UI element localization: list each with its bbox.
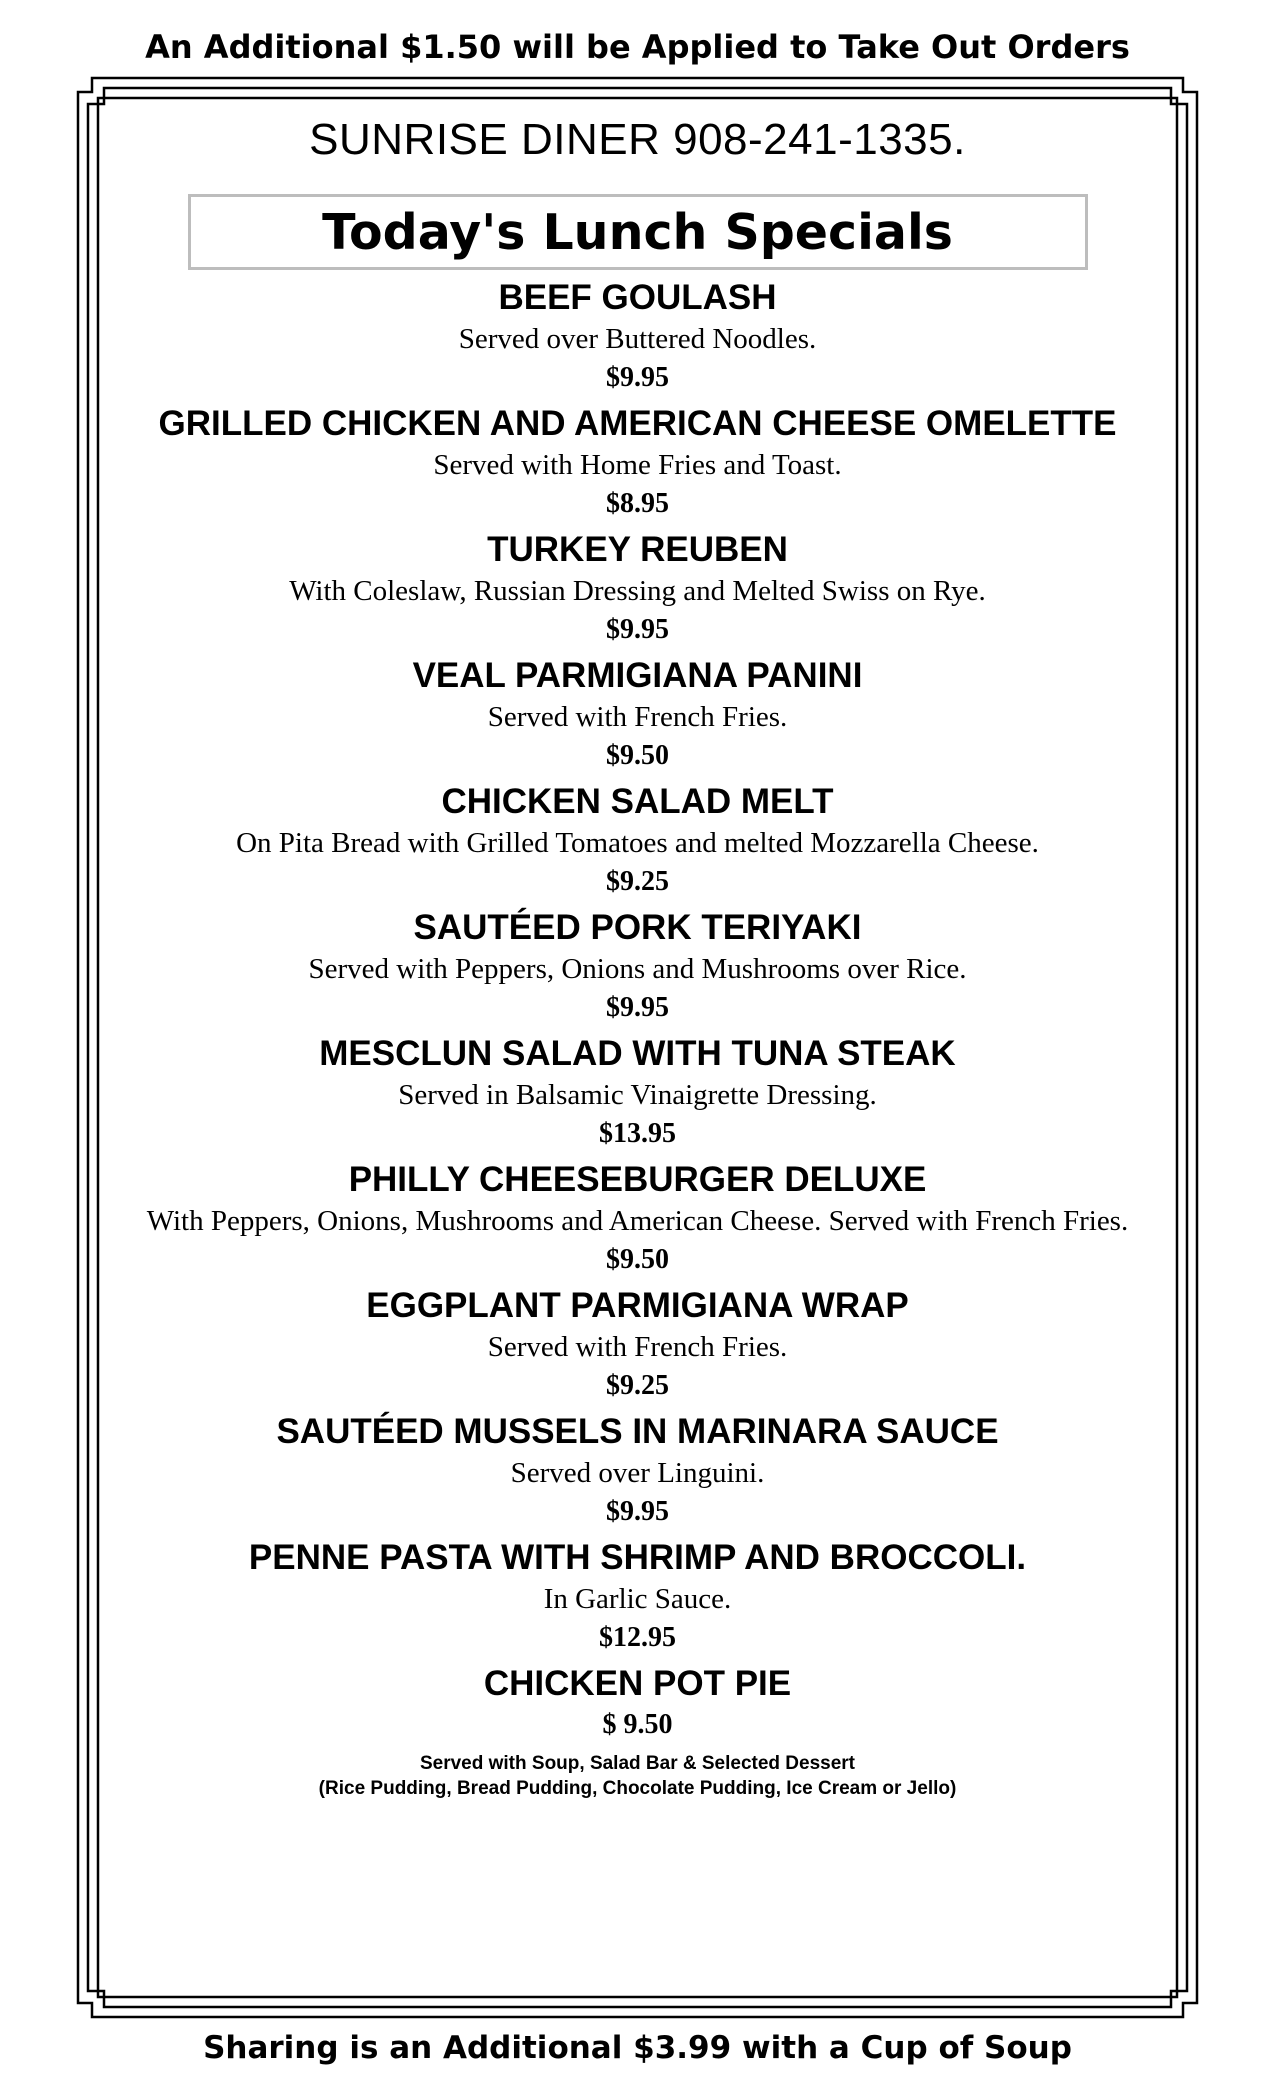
menu-item-name: SAUTÉED PORK TERIYAKI [413,908,862,947]
menu-item [130,276,1145,396]
menu-item-name: GRILLED CHICKEN AND AMERICAN CHEESE OMELETTE [158,404,1117,443]
menu-item [130,906,1145,1026]
menu-item [130,1032,1145,1152]
menu-item [130,1158,1145,1278]
menu-item-name: CHICKEN SALAD MELT [441,782,834,821]
menu-item-price: $9.50 [606,740,669,771]
restaurant-name-phone: SUNRISE DINER 908-241-1335. [309,115,966,164]
menu-item [130,780,1145,900]
menu-content [130,108,1145,1801]
menu-item [130,528,1145,648]
menu-item [130,1536,1145,1656]
menu-item [130,402,1145,522]
menu-item-description: Served in Balsamic Vinaigrette Dressing. [398,1079,877,1111]
specials-list [130,276,1145,1743]
specials-title-box [188,194,1088,270]
takeout-surcharge-note: An Additional $1.50 will be Applied to Take Out Orders [145,28,1130,66]
menu-item-description: With Peppers, Onions, Mushrooms and American Cheese. Served with French Fries. [146,1205,1129,1237]
menu-item-name: CHICKEN POT PIE [483,1664,792,1703]
menu-item-description: In Garlic Sauce. [543,1583,732,1615]
menu-item-description: Served with French Fries. [487,701,788,733]
menu-item-description: With Coleslaw, Russian Dressing and Melted Swiss on Rye. [289,575,986,607]
specials-title: Today's Lunch Specials [322,203,953,261]
menu-item-price: $13.95 [599,1118,676,1149]
menu-item-description: On Pita Bread with Grilled Tomatoes and melted Mozzarella Cheese. [236,827,1039,859]
menu-item-price: $9.95 [606,362,669,393]
menu-item-name: PHILLY CHEESEBURGER DELUXE [348,1160,927,1199]
menu-item-name: MESCLUN SALAD WITH TUNA STEAK [319,1034,956,1073]
menu-item-name: TURKEY REUBEN [487,530,788,569]
menu-item [130,1410,1145,1530]
menu-item-price: $9.25 [606,866,669,897]
served-with-line: Served with Soup, Salad Bar & Selected Dessert [419,1753,856,1774]
menu-item-description: Served over Buttered Noodles. [458,323,817,355]
menu-item-price: $ 9.50 [602,1709,673,1740]
menu-item-price: $9.50 [606,1244,669,1275]
dessert-options-line: (Rice Pudding, Bread Pudding, Chocolate Pudding, Ice Cream or Jello) [318,1778,957,1799]
menu-item-price: $9.95 [606,614,669,645]
sharing-charge-note: Sharing is an Additional $3.99 with a Cup of Soup [203,2030,1072,2066]
menu-item [130,1662,1145,1743]
menu-item [130,1284,1145,1404]
served-with-note [130,1751,1145,1801]
menu-item-name: BEEF GOULASH [498,278,777,317]
menu-item-price: $9.95 [606,992,669,1023]
menu-item-description: Served with Home Fries and Toast. [433,449,842,481]
menu-item-price: $8.95 [606,488,669,519]
menu-item [130,654,1145,774]
menu-item-description: Served with Peppers, Onions and Mushrooms over Rice. [308,953,967,985]
menu-item-price: $9.95 [606,1496,669,1527]
menu-item-name: SAUTÉED MUSSELS IN MARINARA SAUCE [276,1412,999,1451]
menu-item-description: Served over Linguini. [510,1457,765,1489]
menu-item-name: EGGPLANT PARMIGIANA WRAP [366,1286,909,1325]
menu-item-name: PENNE PASTA WITH SHRIMP AND BROCCOLI. [248,1538,1027,1577]
menu-item-name: VEAL PARMIGIANA PANINI [412,656,863,695]
menu-item-price: $9.25 [606,1370,669,1401]
menu-item-description: Served with French Fries. [487,1331,788,1363]
menu-item-price: $12.95 [599,1622,676,1653]
